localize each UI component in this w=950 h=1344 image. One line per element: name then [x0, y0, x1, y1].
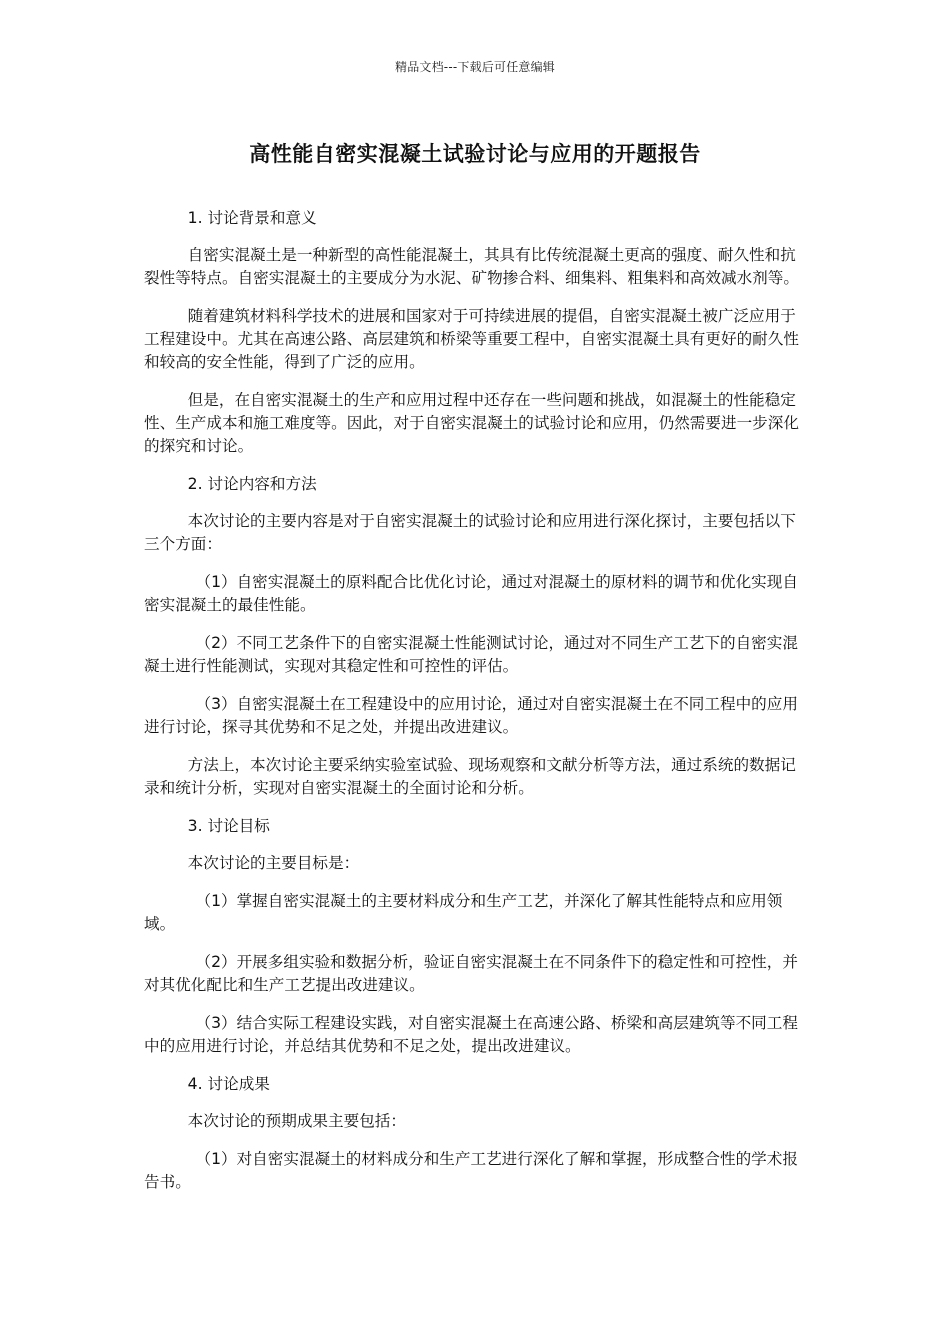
document-body — [144, 207, 804, 1209]
section-heading: 1. 讨论背景和意义 — [187, 209, 317, 227]
body-paragraph: 本次讨论的主要内容是对于自密实混凝土的试验讨论和应用进行深化探讨，主要包括以下三个方面： — [144, 512, 796, 553]
list-item-paragraph: （1）自密实混凝土的原料配合比优化讨论，通过对混凝土的原材料的调节和优化实现自密实混凝土的最佳性能。 — [144, 573, 798, 614]
body-paragraph: 本次讨论的主要目标是： — [187, 854, 360, 872]
list-item-paragraph: （2）不同工艺条件下的自密实混凝土性能测试讨论，通过对不同生产工艺下的自密实混凝土进行性能测试，实现对其稳定性和可控性的评估。 — [144, 634, 798, 675]
list-item-paragraph: （2）开展多组实验和数据分析，验证自密实混凝土在不同条件下的稳定性和可控性，并对其优化配比和生产工艺提出改进建议。 — [144, 953, 798, 994]
body-paragraph: 自密实混凝土是一种新型的高性能混凝土，其具有比传统混凝土更高的强度、耐久性和抗裂性等特点。自密实混凝土的主要成分为水泥、矿物掺合料、细集料、粗集料和高效减水剂等。 — [144, 246, 799, 287]
list-item-paragraph: （1）掌握自密实混凝土的主要材料成分和生产工艺，并深化了解其性能特点和应用领域。 — [144, 892, 783, 933]
document-title: 高性能自密实混凝土试验讨论与应用的开题报告 — [249, 142, 701, 166]
section-heading: 3. 讨论目标 — [187, 817, 270, 835]
section-heading: 2. 讨论内容和方法 — [187, 475, 317, 493]
list-item-paragraph: （1）对自密实混凝土的材料成分和生产工艺进行深化了解和掌握，形成整合性的学术报告书。 — [144, 1150, 798, 1191]
body-paragraph: 随着建筑材料科学技术的进展和国家对于可持续进展的提倡，自密实混凝土被广泛应用于工程建设中。尤其在高速公路、高层建筑和桥梁等重要工程中，自密实混凝土具有更好的耐久性和较高的安全性能，得到了广泛的应用。 — [144, 307, 799, 371]
list-item-paragraph: （3）结合实际工程建设实践，对自密实混凝土在高速公路、桥梁和高层建筑等不同工程中的应用进行讨论，并总结其优势和不足之处，提出改进建议。 — [144, 1014, 798, 1055]
body-paragraph: 但是，在自密实混凝土的生产和应用过程中还存在一些问题和挑战，如混凝土的性能稳定性、生产成本和施工难度等。因此，对于自密实混凝土的试验讨论和应用，仍然需要进一步深化的探究和讨论。 — [144, 391, 799, 455]
section-heading: 4. 讨论成果 — [187, 1075, 270, 1093]
body-paragraph: 方法上，本次讨论主要采纳实验室试验、现场观察和文献分析等方法，通过系统的数据记录和统计分析，实现对自密实混凝土的全面讨论和分析。 — [144, 756, 796, 797]
list-item-paragraph: （3）自密实混凝土在工程建设中的应用讨论，通过对自密实混凝土在不同工程中的应用进行讨论，探寻其优势和不足之处，并提出改进建议。 — [144, 695, 798, 736]
body-paragraph: 本次讨论的预期成果主要包括： — [187, 1112, 406, 1130]
header-note: 精品文档---下载后可任意编辑 — [395, 60, 555, 74]
